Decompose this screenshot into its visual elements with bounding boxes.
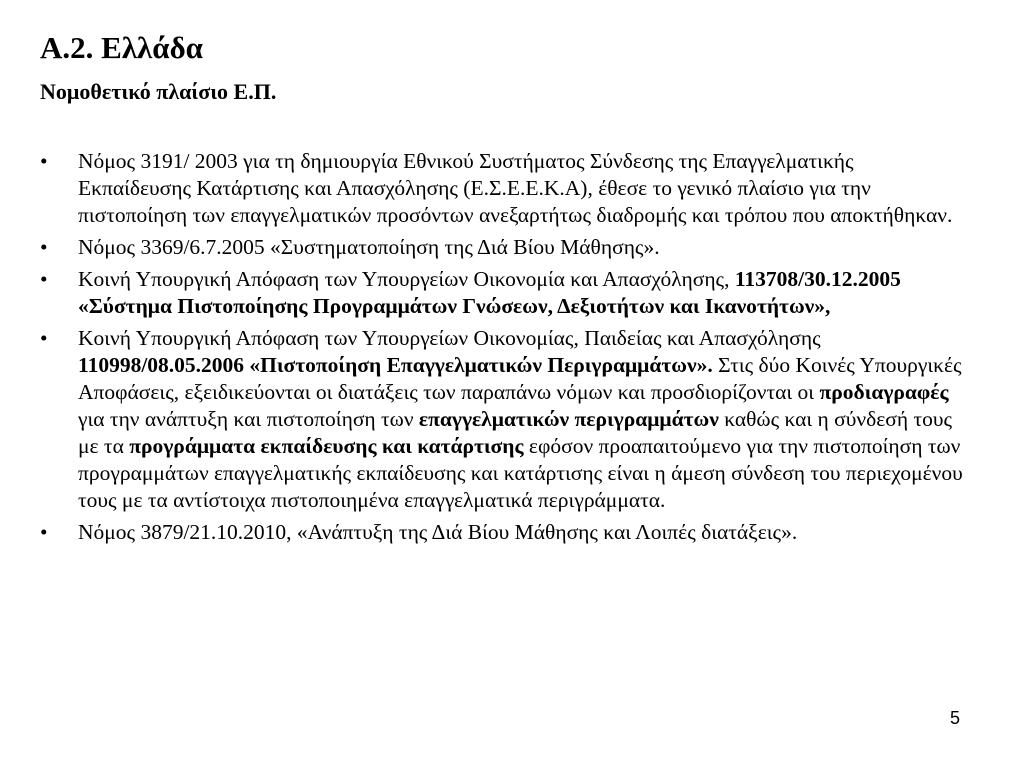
- bullet-bold-text: προδιαγραφές: [819, 380, 949, 404]
- bullet-text: Κοινή Υπουργική Απόφαση των Υπουργείων Οικονομία και Απασχόλησης,: [78, 267, 735, 291]
- bullet-text: εφόσον προαπαιτούμενο για την πιστοποίηση των προγραμμάτων επαγγελματικής εκπαίδευσης και κατάρτισης είναι η άμεση σύνδεση του περιεχομένου τους με τα αντίστοιχα πιστοποιημένα επαγγελματικά περιγράμματα.: [78, 434, 963, 512]
- bullet-item-kya-113708: [40, 266, 970, 320]
- bullet-bold-text: 110998/08.05.2006 «Πιστοποίηση Επαγγελματικών Περιγραμμάτων».: [78, 353, 713, 377]
- bullet-item-law-3879: [40, 519, 970, 546]
- bullet-text: Κοινή Υπουργική Απόφαση των Υπουργείων Οικονομίας, Παιδείας και Απασχόλησης: [78, 326, 821, 350]
- bullet-bold-text: επαγγελματικών περιγραμμάτων: [418, 407, 719, 431]
- bullet-icon: •: [40, 520, 48, 544]
- bullet-icon: •: [40, 149, 48, 173]
- bullet-text: Νόμος 3369/6.7.2005 «Συστηματοποίηση της Διά Βίου Μάθησης».: [78, 235, 660, 259]
- slide-title: Α.2. Ελλάδα: [40, 30, 203, 65]
- bullet-icon: •: [40, 267, 48, 291]
- bullet-icon: •: [40, 326, 48, 350]
- bullet-bold-text: προγράμματα εκπαίδευσης και κατάρτισης: [129, 434, 524, 458]
- bullet-text: για την ανάπτυξη και πιστοποίηση των: [78, 407, 419, 431]
- bullet-text: καθώς και η σύνδεσή τους με τα: [78, 407, 953, 458]
- bullet-list: [40, 148, 970, 551]
- bullet-item-kya-110998: [40, 325, 970, 514]
- bullet-icon: •: [40, 235, 48, 259]
- slide-subtitle: Νομοθετικό πλαίσιο Ε.Π.: [40, 79, 277, 104]
- bullet-text: Νόμος 3191/ 2003 για τη δημιουργία Εθνικού Συστήματος Σύνδεσης της Επαγγελματικής Εκπαίδευσης Κατάρτισης και Απασχόλησης (Ε.Σ.Ε.Ε.Κ.Α), έθεσε το γενικό πλαίσιο για την πιστοποίηση των επαγγελματικών προσόντων ανεξαρτήτως διαδρομής και τρόπου που αποκτήθηκαν.: [78, 149, 953, 227]
- bullet-item-law-3191: [40, 148, 970, 229]
- bullet-bold-text: 113708/30.12.2005 «Σύστημα Πιστοποίησης Προγραμμάτων Γνώσεων, Δεξιοτήτων και Ικανοτήτων»,: [78, 267, 901, 318]
- bullet-text: Νόμος 3879/21.10.2010, «Ανάπτυξη της Διά Βίου Μάθησης και Λοιπές διατάξεις».: [78, 520, 798, 544]
- page-number: 5: [950, 708, 961, 728]
- bullet-item-law-3369: [40, 234, 970, 261]
- bullet-text: Στις δύο Κοινές Υπουργικές Αποφάσεις, εξειδικεύονται οι διατάξεις των παραπάνω νόμων και προσδιορίζονται οι: [78, 353, 962, 404]
